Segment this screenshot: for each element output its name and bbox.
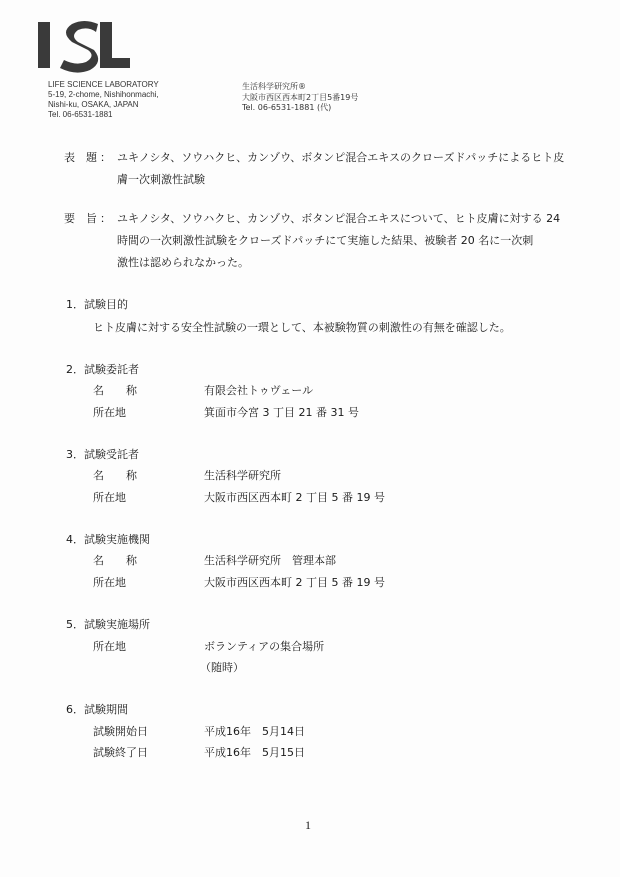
section-6-end-label: 試験終了日 xyxy=(93,746,148,759)
summary-text xyxy=(117,208,560,274)
section-6-end: 平成16年 5月15日 xyxy=(204,746,305,759)
section-4-name-label: 名 称 xyxy=(93,554,137,567)
section-5-note: （随時） xyxy=(200,661,244,674)
section-4-addr-label: 所在地 xyxy=(93,576,126,589)
summary-line: 激性は認められなかった。 xyxy=(117,256,249,269)
section-4-heading: 4．試験実施機関 xyxy=(66,533,150,546)
jp-address-line: Tel. 06-6531-1881 (代) xyxy=(242,103,332,112)
jp-address xyxy=(242,82,358,114)
title-sep: ： xyxy=(100,151,111,164)
title-line: ユキノシタ、ソウハクヒ、カンゾウ、ボタンピ混合エキスのクローズドパッチによるヒト皮 xyxy=(117,151,565,164)
section-1-heading: 1．試験目的 xyxy=(66,298,128,311)
summary-line: 時間の一次刺激性試験をクローズドパッチにて実施した結果、被験者 20 名に一次刺 xyxy=(117,234,534,247)
section-6-heading: 6．試験期間 xyxy=(66,703,128,716)
en-address-line: Nishi-ku, OSAKA, JAPAN xyxy=(48,100,139,109)
section-4-name: 生活科学研究所 管理本部 xyxy=(204,554,336,567)
summary-sep: ： xyxy=(100,212,111,225)
section-2-name: 有限会社トゥヴェール xyxy=(204,384,314,397)
section-5-heading: 5．試験実施場所 xyxy=(66,618,150,631)
isl-logo xyxy=(38,14,130,76)
section-4-addr: 大阪市西区西本町 2 丁目 5 番 19 号 xyxy=(204,576,385,589)
page-number: 1 xyxy=(305,818,311,832)
section-3-name: 生活科学研究所 xyxy=(204,469,281,482)
section-3-heading: 3．試験受託者 xyxy=(66,448,139,461)
section-2-name-label: 名 称 xyxy=(93,384,137,397)
section-3-addr-label: 所在地 xyxy=(93,491,126,504)
title-text xyxy=(117,147,564,191)
en-address-line: 5-19, 2-chome, Nishihonmachi, xyxy=(48,90,159,99)
jp-address-line: 大阪市西区西本町2丁目5番19号 xyxy=(242,92,359,102)
section-1-text: ヒト皮膚に対する安全性試験の一環として、本被験物質の刺激性の有無を確認した。 xyxy=(93,321,511,334)
title-line: 膚一次刺激性試験 xyxy=(117,173,205,186)
section-5-addr: ボランティアの集合場所 xyxy=(204,640,325,653)
section-3-addr: 大阪市西区西本町 2 丁目 5 番 19 号 xyxy=(204,491,385,504)
section-2-heading: 2．試験委託者 xyxy=(66,363,139,376)
jp-address-line: 生活科学研究所® xyxy=(242,82,306,91)
en-address xyxy=(48,80,159,120)
summary-line: ユキノシタ、ソウハクヒ、カンゾウ、ボタンピ混合エキスについて、ヒト皮膚に対する 24 xyxy=(117,212,561,225)
section-2-addr: 箕面市今宮 3 丁目 21 番 31 号 xyxy=(204,406,359,419)
title-label: 表 題 xyxy=(64,151,97,164)
en-address-line: Tel. 06-6531-1881 xyxy=(48,110,113,119)
section-5-addr-label: 所在地 xyxy=(93,640,126,653)
section-6-start: 平成16年 5月14日 xyxy=(204,725,305,738)
en-address-line: LIFE SCIENCE LABORATORY xyxy=(48,80,159,89)
section-6-start-label: 試験開始日 xyxy=(93,725,148,738)
section-3-name-label: 名 称 xyxy=(93,469,137,482)
summary-label: 要 旨 xyxy=(64,212,97,225)
section-2-addr-label: 所在地 xyxy=(93,406,126,419)
